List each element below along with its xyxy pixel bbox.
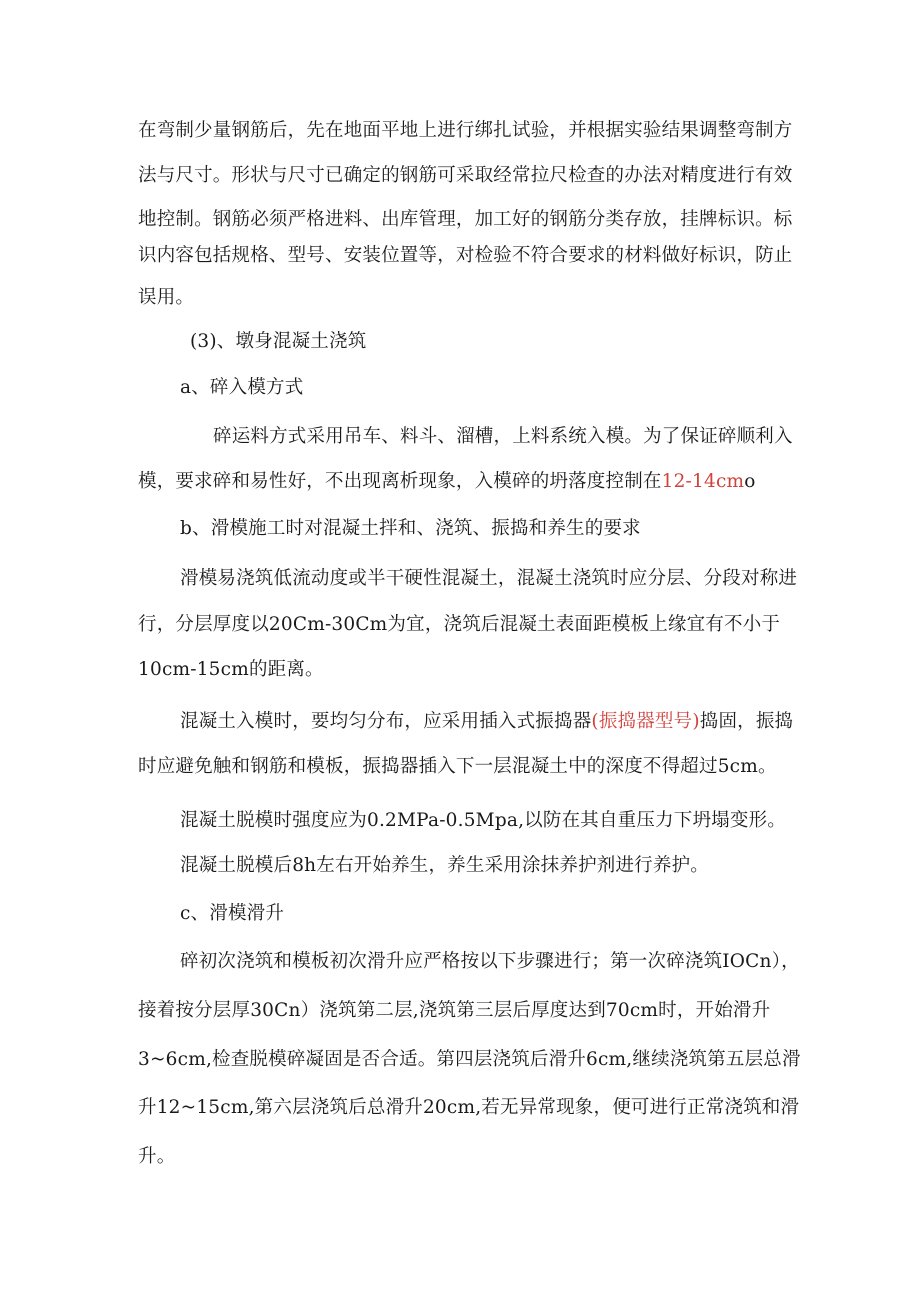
- highlighted-value: 12-14cm: [661, 471, 745, 492]
- paragraph-line: 误用。: [138, 287, 195, 308]
- paragraph-line: 识内容包括规格、型号、安装位置等，对检验不符合要求的材料做好标识，防止: [138, 245, 793, 266]
- text-segment: 混凝土入模时，要均匀分布，应采用插入式振捣器: [180, 711, 592, 732]
- subsection-heading: c、滑模滑升: [180, 903, 285, 924]
- paragraph-line: 升。: [138, 1146, 176, 1167]
- paragraph-line: 3~6cm,检查脱模碎凝固是否合适。第四层浇筑后滑升6cm,继续浇筑第五层总滑: [138, 1049, 801, 1070]
- paragraph-line: 地控制。钢筋必须严格进料、出库管理，加工好的钢筋分类存放，挂牌标识。标: [138, 209, 793, 230]
- paragraph-line: 碎运料方式采用吊车、料斗、溜槽，上料系统入模。为了保证碎顺利入: [213, 426, 793, 447]
- paragraph-line: [180, 709, 793, 735]
- paragraph-line: 碎初次浇筑和模板初次滑升应严格按以下步骤进行；第一次碎浇筑IOCn），: [180, 951, 800, 972]
- paragraph-line: [138, 469, 756, 495]
- section-heading: (3)、墩身混凝土浇筑: [190, 331, 367, 352]
- text-segment: 模，要求碎和易性好，不出现离析现象，入模碎的坍落度控制在: [138, 471, 662, 492]
- paragraph-line: 升12~15cm,第六层浇筑后总滑升20cm,若无异常现象，便可进行正常浇筑和滑: [138, 1097, 800, 1118]
- paragraph-line: 在弯制少量钢筋后，先在地面平地上进行绑扎试验，并根据实验结果调整弯制方: [138, 120, 793, 141]
- highlighted-value: (振捣器型号): [591, 711, 700, 732]
- subsection-heading: b、滑模施工时对混凝土拌和、浇筑、振捣和养生的要求: [180, 518, 641, 539]
- text-segment: o: [744, 471, 756, 492]
- paragraph-line: 混凝土脱模后8h左右开始养生，养生采用涂抹养护剂进行养护。: [180, 855, 709, 876]
- paragraph-line: 滑模易浇筑低流动度或半干硬性混凝土，混凝土浇筑时应分层、分段对称进: [180, 568, 798, 589]
- subsection-heading: a、碎入模方式: [180, 377, 304, 398]
- paragraph-line: 混凝土脱模时强度应为0.2MPa-0.5Mpa,以防在其自重压力下坍塌变形。: [180, 810, 786, 831]
- paragraph-line: 10cm-15cm的距离。: [138, 659, 324, 680]
- paragraph-line: 时应避免触和钢筋和模板，振捣器插入下一层混凝土中的深度不得超过5cm。: [138, 756, 777, 777]
- paragraph-line: 行，分层厚度以20Cm-30Cm为宜，浇筑后混凝土表面距模板上缘宜有不小于: [138, 614, 781, 635]
- text-segment: 捣固，振捣: [699, 711, 794, 732]
- paragraph-line: 接着按分层厚30Cn）浇筑第二层,浇筑第三层后厚度达到70cm时，开始滑升: [138, 1000, 771, 1021]
- paragraph-line: 法与尺寸。形状与尺寸已确定的钢筋可采取经常拉尺检查的办法对精度进行有效: [138, 165, 793, 186]
